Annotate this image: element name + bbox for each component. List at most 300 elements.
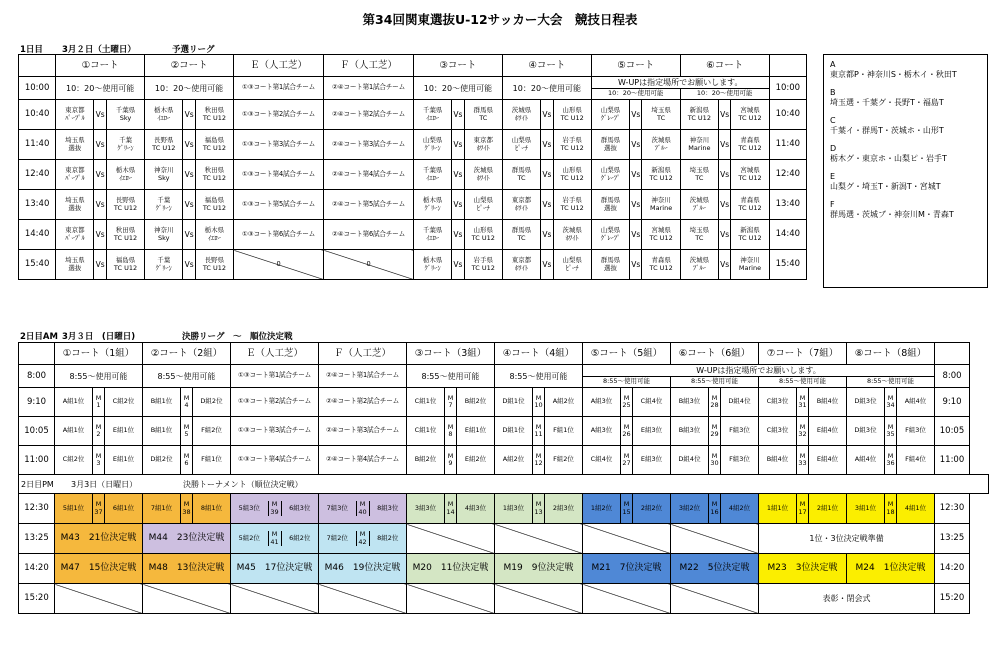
court-availability: 10：20～使用可能 — [145, 77, 234, 100]
team-cell: 山梨県 ﾋﾟｰﾁ — [502, 130, 540, 160]
team-slot: 6組3位 — [289, 503, 311, 512]
vs-cell: Vs — [183, 130, 195, 160]
vs-cell: Vs — [183, 100, 195, 130]
team-cell: 青森県 TC U12 — [731, 130, 769, 160]
placement-match: M22 5位決定戦 — [671, 554, 759, 584]
court-availability: 10：20～使用可能 — [56, 77, 145, 100]
time-cell: 15:20 — [19, 584, 55, 614]
team-slot: B組4位 — [809, 388, 847, 417]
vs-cell: Vs — [718, 100, 730, 130]
court-header: ④コート — [502, 55, 591, 77]
day2-schedule-table — [18, 342, 989, 614]
team-cell: 埼玉県 選抜 — [56, 250, 94, 280]
day1-stage: 予選リーグ — [172, 45, 215, 55]
team-cell: 群馬県 TC — [502, 220, 540, 250]
team-slot: 8組1位 — [193, 494, 231, 524]
warmup-note: W-UPは指定場所でお願いします。 — [583, 365, 935, 377]
artificial-turf-note: ①③コート第6試合チーム — [234, 220, 324, 250]
team-cell: 山梨県 ﾋﾟｰﾁ — [553, 250, 591, 280]
vs-cell: Vs — [541, 190, 553, 220]
team-cell: 長野県 TC U12 — [106, 190, 144, 220]
team-cell: 茨城県 ﾎﾜｲﾄ — [553, 220, 591, 250]
team-cell: 千葉県 Sky — [106, 100, 144, 130]
team-slot: E組1位 — [105, 417, 143, 446]
vs-cell: Vs — [718, 250, 730, 280]
vs-cell: Vs — [718, 130, 730, 160]
time-cell: 15:40 — [769, 250, 806, 280]
court-header: ⑦コート（7組） — [759, 343, 847, 365]
match-number: M 5 — [181, 417, 193, 446]
time-cell: 10:05 — [935, 417, 970, 446]
team-slot: 3組3位 — [407, 494, 445, 524]
time-cell: 8:00 — [19, 365, 55, 388]
team-slot: C組3位 — [759, 417, 797, 446]
placement-match: M19 9位決定戦 — [495, 554, 583, 584]
court-header: Ｅ（人工芝） — [231, 343, 319, 365]
legend-group — [830, 116, 981, 136]
team-slot: 4組2位 — [721, 494, 759, 524]
time-cell: 13:40 — [19, 190, 56, 220]
preparation-note: 1位・3位決定戦準備 — [759, 524, 935, 554]
team-cell: 神奈川 Marine — [642, 190, 680, 220]
team-cell: 岩手県 TC U12 — [553, 190, 591, 220]
team-slot: F組2位 — [545, 446, 583, 475]
team-cell: 栃木県 ｲｴﾛｰ — [145, 100, 183, 130]
court-header: ③コート — [413, 55, 502, 77]
time-header — [769, 55, 806, 77]
vs-cell: Vs — [94, 130, 106, 160]
match-number: M 34 — [885, 388, 897, 417]
vs-cell: Vs — [94, 100, 106, 130]
match-number: M 13 — [533, 494, 545, 524]
empty-slot — [671, 584, 759, 614]
team-slot: F組1位 — [193, 446, 231, 475]
team-slot: D組2位 — [193, 388, 231, 417]
day2am-stage: 決勝リーグ ～ 順位決定戦 — [182, 332, 293, 342]
match-number: M 38 — [181, 494, 193, 524]
match-number: M 30 — [709, 446, 721, 475]
team-slot: D組3位 — [847, 388, 885, 417]
match-number: M 28 — [709, 388, 721, 417]
team-cell: 茨城県 ﾎﾜｲﾄ — [464, 160, 502, 190]
legend-group-key: B — [830, 88, 836, 97]
team-slot: D組4位 — [671, 446, 709, 475]
artificial-turf-note: ②④コート第2試合チーム — [324, 100, 414, 130]
court-availability: 8:55～使用可能 — [407, 365, 495, 388]
team-cell: 宮城県 TC U12 — [642, 220, 680, 250]
team-slot: 5組2位 — [238, 533, 260, 542]
time-cell: 12:30 — [19, 494, 55, 524]
team-slot: 6組1位 — [105, 494, 143, 524]
team-slot: 7組2位 — [326, 533, 348, 542]
team-cell: 栃木県 ｸﾞﾘｰﾝ — [413, 250, 451, 280]
match-block — [319, 494, 407, 524]
team-cell: 山梨県 ｸﾞﾘｰﾝ — [413, 130, 451, 160]
team-cell: 東京都 ﾊﾟｰﾌﾟﾙ — [56, 100, 94, 130]
team-cell: 新潟県 TC U12 — [642, 160, 680, 190]
match-number: M 25 — [621, 388, 633, 417]
team-slot: F組3位 — [897, 417, 935, 446]
team-cell: 福島県 TC U12 — [195, 190, 233, 220]
vs-cell: Vs — [630, 220, 642, 250]
team-cell: 秋田県 TC U12 — [195, 100, 233, 130]
court-availability: 10：20～使用可能 — [413, 77, 502, 100]
team-slot: C組2位 — [55, 446, 93, 475]
artificial-turf-note: ②④コート第3試合チーム — [319, 417, 407, 446]
empty-slot — [583, 584, 671, 614]
team-slot: C組4位 — [583, 446, 621, 475]
vs-cell: Vs — [94, 160, 106, 190]
team-slot: 8組2位 — [377, 533, 399, 542]
team-slot: 8組3位 — [377, 503, 399, 512]
team-slot: B組2位 — [407, 446, 445, 475]
vs-cell: Vs — [630, 100, 642, 130]
team-slot: A組2位 — [495, 446, 533, 475]
team-cell: 長野県 TC U12 — [145, 130, 183, 160]
match-number: M 32 — [797, 417, 809, 446]
time-cell: 14:20 — [935, 554, 970, 584]
day1-date: 3月２日（土曜日） — [62, 45, 136, 55]
team-cell: 埼玉県 TC — [642, 100, 680, 130]
court-availability: 8:55～使用可能 — [55, 365, 143, 388]
closing-ceremony: 表彰・閉会式 — [759, 584, 935, 614]
team-slot: D組3位 — [847, 417, 885, 446]
team-slot: A組4位 — [847, 446, 885, 475]
court-header: ②コート — [145, 55, 234, 77]
legend-group — [830, 60, 981, 80]
day2pm-header — [19, 475, 989, 494]
empty-slot — [495, 524, 583, 554]
day2pm-stage: 決勝トーナメント（順位決定戦） — [183, 479, 303, 489]
team-cell: 栃木県 ｲｴﾛｰ — [106, 160, 144, 190]
vs-cell: Vs — [630, 250, 642, 280]
team-cell: 東京都 ﾎﾜｲﾄ — [502, 250, 540, 280]
team-cell: 秋田県 TC U12 — [106, 220, 144, 250]
team-cell: 山梨県 ｸﾞﾚｰﾌﾟ — [591, 100, 629, 130]
court-header: ①コート（1組） — [55, 343, 143, 365]
placement-match: M45 17位決定戦 — [231, 554, 319, 584]
placement-match: M47 15位決定戦 — [55, 554, 143, 584]
vs-cell: Vs — [94, 220, 106, 250]
team-slot: 5組3位 — [238, 503, 260, 512]
legend-group-key: D — [830, 144, 837, 153]
team-cell: 神奈川 Marine — [680, 130, 718, 160]
match-number: M 16 — [709, 494, 721, 524]
time-cell: 10:05 — [19, 417, 55, 446]
team-cell: 福島県 TC U12 — [106, 250, 144, 280]
vs-cell: Vs — [541, 160, 553, 190]
vs-cell: Vs — [718, 160, 730, 190]
team-slot: C組1位 — [407, 388, 445, 417]
vs-cell: Vs — [183, 250, 195, 280]
team-cell: 千葉県 ｲｴﾛｰ — [413, 100, 451, 130]
legend-group-key: E — [830, 172, 836, 181]
match-number: M 12 — [533, 446, 545, 475]
placement-match: M20 11位決定戦 — [407, 554, 495, 584]
artificial-turf-note: ①③コート第3試合チーム — [234, 130, 324, 160]
team-slot: F組4位 — [897, 446, 935, 475]
court-availability: 8:55～使用可能 — [143, 365, 231, 388]
day2pm-label: 2日目PM — [21, 479, 54, 489]
team-slot: 1組3位 — [495, 494, 533, 524]
team-cell: 千葉 ｸﾞﾘｰﾝ — [106, 130, 144, 160]
artificial-turf-note: ①③コート第4試合チーム — [231, 446, 319, 475]
match-number: M 4 — [181, 388, 193, 417]
team-cell: 秋田県 TC U12 — [195, 160, 233, 190]
team-slot: B組1位 — [143, 388, 181, 417]
team-cell: 茨城県 ﾌﾞﾙｰ — [680, 190, 718, 220]
team-slot: B組2位 — [457, 388, 495, 417]
team-cell: 栃木県 ｸﾞﾘｰﾝ — [413, 190, 451, 220]
day1-label: 1日目 — [20, 45, 43, 55]
team-slot: 6組2位 — [289, 533, 311, 542]
team-slot: E組1位 — [105, 446, 143, 475]
team-slot: C組4位 — [633, 388, 671, 417]
artificial-turf-note: ①③コート第2試合チーム — [231, 388, 319, 417]
court-header: ⑥コート（6組） — [671, 343, 759, 365]
match-number: M 14 — [445, 494, 457, 524]
match-number: M 3 — [93, 446, 105, 475]
team-slot: F組1位 — [545, 417, 583, 446]
match-number: M 36 — [885, 446, 897, 475]
vs-cell: Vs — [452, 250, 464, 280]
team-slot: D組4位 — [721, 388, 759, 417]
match-number: M 2 — [93, 417, 105, 446]
court-header: Ｅ（人工芝） — [234, 55, 324, 77]
vs-cell: Vs — [630, 190, 642, 220]
time-cell: 9:10 — [935, 388, 970, 417]
team-slot: 7組3位 — [326, 503, 348, 512]
vs-cell: Vs — [541, 250, 553, 280]
time-cell: 13:40 — [769, 190, 806, 220]
legend-group-teams: 群馬選・茨城ブ・神奈川M・青森T — [830, 210, 954, 219]
match-number: M 15 — [621, 494, 633, 524]
vs-cell: Vs — [183, 160, 195, 190]
time-cell: 10:00 — [19, 77, 56, 100]
team-cell: 茨城県 ﾌﾞﾙｰ — [642, 130, 680, 160]
time-header — [19, 343, 55, 365]
court-availability: 8:55～使用可能 — [847, 377, 935, 388]
team-cell: 青森県 TC U12 — [642, 250, 680, 280]
artificial-turf-note: ①③コート第5試合チーム — [234, 190, 324, 220]
placement-match: M46 19位決定戦 — [319, 554, 407, 584]
team-cell: 宮城県 TC U12 — [731, 160, 769, 190]
team-cell: 東京都 ﾎﾜｲﾄ — [502, 190, 540, 220]
vs-cell: Vs — [630, 160, 642, 190]
court-header: ⑤コート — [591, 55, 680, 77]
vs-cell: Vs — [718, 220, 730, 250]
match-number: M 39 — [268, 501, 281, 516]
artificial-turf-note: ①③コート第1試合チーム — [234, 77, 324, 100]
team-slot: F組2位 — [193, 417, 231, 446]
time-cell: 13:25 — [935, 524, 970, 554]
team-slot: 1組2位 — [583, 494, 621, 524]
placement-match: M48 13位決定戦 — [143, 554, 231, 584]
time-cell: 15:40 — [19, 250, 56, 280]
legend-group-teams: 栃木グ・東京ホ・山梨ピ・岩手T — [830, 154, 947, 163]
court-header: Ｆ（人工芝） — [324, 55, 414, 77]
vs-cell: Vs — [718, 190, 730, 220]
team-cell: 神奈川 Sky — [145, 220, 183, 250]
time-cell: 11:00 — [935, 446, 970, 475]
team-slot: B組4位 — [759, 446, 797, 475]
vs-cell: Vs — [541, 130, 553, 160]
team-slot: A組2位 — [545, 388, 583, 417]
time-cell: 11:40 — [19, 130, 56, 160]
team-cell: 埼玉県 選抜 — [56, 190, 94, 220]
artificial-turf-note: ①③コート第1試合チーム — [231, 365, 319, 388]
court-header: ①コート — [56, 55, 145, 77]
team-cell: 群馬県 TC — [502, 160, 540, 190]
court-header: ④コート（4組） — [495, 343, 583, 365]
court-header: ⑤コート（5組） — [583, 343, 671, 365]
team-slot: E組2位 — [457, 446, 495, 475]
time-cell: 10:00 — [769, 77, 806, 100]
time-cell: 12:40 — [19, 160, 56, 190]
team-cell: 山梨県 ｸﾞﾚｰﾌﾟ — [591, 160, 629, 190]
match-number: M 1 — [93, 388, 105, 417]
court-availability: 10：20～使用可能 — [591, 89, 680, 100]
artificial-turf-note: ①③コート第3試合チーム — [231, 417, 319, 446]
team-cell: 茨城県 ﾎﾜｲﾄ — [502, 100, 540, 130]
court-availability: 8:55～使用可能 — [495, 365, 583, 388]
legend-group-teams: 山梨グ・埼玉T・新潟T・宮城T — [830, 182, 941, 191]
day1-schedule-table — [18, 54, 807, 280]
match-number: M 7 — [445, 388, 457, 417]
team-slot: A組1位 — [55, 388, 93, 417]
team-slot: 4組1位 — [897, 494, 935, 524]
legend-group — [830, 144, 981, 164]
vs-cell: Vs — [94, 190, 106, 220]
empty-slot — [55, 584, 143, 614]
vs-cell: Vs — [452, 160, 464, 190]
match-number: M 26 — [621, 417, 633, 446]
match-number: M 31 — [797, 388, 809, 417]
artificial-turf-note: ②④コート第4試合チーム — [324, 160, 414, 190]
empty-slot — [671, 524, 759, 554]
team-cell: 千葉 ｸﾞﾘｰﾝ — [145, 250, 183, 280]
match-number: M 40 — [356, 501, 369, 516]
team-slot: C組1位 — [407, 417, 445, 446]
team-slot: E組3位 — [633, 417, 671, 446]
artificial-turf-note: ②④コート第1試合チーム — [319, 365, 407, 388]
team-slot: 7組1位 — [143, 494, 181, 524]
vs-cell: Vs — [541, 220, 553, 250]
day2am-label: 2日目AM — [20, 332, 58, 342]
legend-group-teams: 埼玉選・千葉グ・長野T・福島T — [830, 98, 944, 107]
team-cell: 岩手県 TC U12 — [464, 250, 502, 280]
empty-slot — [407, 584, 495, 614]
time-cell: 8:00 — [935, 365, 970, 388]
time-cell: 9:10 — [19, 388, 55, 417]
artificial-turf-note: ②④コート第4試合チーム — [319, 446, 407, 475]
vs-cell: Vs — [452, 220, 464, 250]
team-cell: 神奈川 Marine — [731, 250, 769, 280]
match-number: M 10 — [533, 388, 545, 417]
team-cell: 埼玉県 TC — [680, 160, 718, 190]
court-header: ⑧コート（8組） — [847, 343, 935, 365]
vs-cell: Vs — [541, 100, 553, 130]
team-slot: 2組1位 — [809, 494, 847, 524]
match-number: M 18 — [885, 494, 897, 524]
match-number: M 37 — [93, 494, 105, 524]
team-cell: 千葉県 ｲｴﾛｰ — [413, 220, 451, 250]
team-cell: 青森県 TC U12 — [731, 190, 769, 220]
legend-group — [830, 88, 981, 108]
match-number: M 17 — [797, 494, 809, 524]
court-availability: 10：20～使用可能 — [680, 89, 769, 100]
team-slot: 2組2位 — [633, 494, 671, 524]
team-slot: 3組1位 — [847, 494, 885, 524]
match-number: M 42 — [356, 531, 369, 546]
team-slot: B組1位 — [143, 417, 181, 446]
time-cell: 14:20 — [19, 554, 55, 584]
court-availability: 8:55～使用可能 — [671, 377, 759, 388]
team-cell: 東京都 ﾎﾜｲﾄ — [464, 130, 502, 160]
team-cell: 新潟県 TC U12 — [680, 100, 718, 130]
team-slot: E組3位 — [633, 446, 671, 475]
placement-match: M21 7位決定戦 — [583, 554, 671, 584]
vs-cell: Vs — [94, 250, 106, 280]
legend-group-key: A — [830, 60, 836, 69]
court-header: ③コート（3組） — [407, 343, 495, 365]
team-cell: 群馬県 選抜 — [591, 250, 629, 280]
team-cell: 千葉県 ｲｴﾛｰ — [413, 160, 451, 190]
team-cell: 山形県 TC U12 — [464, 220, 502, 250]
artificial-turf-note: ②④コート第1試合チーム — [324, 77, 414, 100]
vs-cell: Vs — [452, 190, 464, 220]
team-slot: E組4位 — [809, 417, 847, 446]
team-slot: A組3位 — [583, 417, 621, 446]
team-slot: D組1位 — [495, 388, 533, 417]
placement-match: M24 1位決定戦 — [847, 554, 935, 584]
time-header — [935, 343, 970, 365]
artificial-turf-note: 0 — [234, 250, 324, 280]
match-number: M 6 — [181, 446, 193, 475]
team-cell: 長野県 TC U12 — [195, 250, 233, 280]
match-number: M 29 — [709, 417, 721, 446]
team-slot: C組3位 — [759, 388, 797, 417]
placement-match: M23 3位決定戦 — [759, 554, 847, 584]
team-slot: F組3位 — [721, 446, 759, 475]
time-cell: 14:40 — [19, 220, 56, 250]
team-slot: A組3位 — [583, 388, 621, 417]
team-slot: B組3位 — [671, 417, 709, 446]
artificial-turf-note: ①③コート第4試合チーム — [234, 160, 324, 190]
team-slot: D組2位 — [143, 446, 181, 475]
team-cell: 栃木県 ｲｴﾛｰ — [195, 220, 233, 250]
empty-slot — [143, 584, 231, 614]
match-number: M 8 — [445, 417, 457, 446]
legend-group-teams: 千葉イ・群馬T・茨城ホ・山形T — [830, 126, 944, 135]
empty-slot — [495, 584, 583, 614]
legend-group-teams: 東京都P・神奈川S・栃木イ・秋田T — [830, 70, 957, 79]
empty-slot — [319, 584, 407, 614]
vs-cell: Vs — [452, 100, 464, 130]
team-slot: E組4位 — [809, 446, 847, 475]
match-number: M 9 — [445, 446, 457, 475]
legend-group — [830, 172, 981, 192]
vs-cell: Vs — [183, 220, 195, 250]
time-cell: 12:30 — [935, 494, 970, 524]
time-cell: 12:40 — [769, 160, 806, 190]
placement-match: M44 23位決定戦 — [143, 524, 231, 554]
team-cell: 山梨県 ﾋﾟｰﾁ — [464, 190, 502, 220]
team-cell: 岩手県 TC U12 — [553, 130, 591, 160]
team-slot: A組4位 — [897, 388, 935, 417]
court-header: ⑥コート — [680, 55, 769, 77]
team-cell: 山梨県 ｸﾞﾚｰﾌﾟ — [591, 220, 629, 250]
